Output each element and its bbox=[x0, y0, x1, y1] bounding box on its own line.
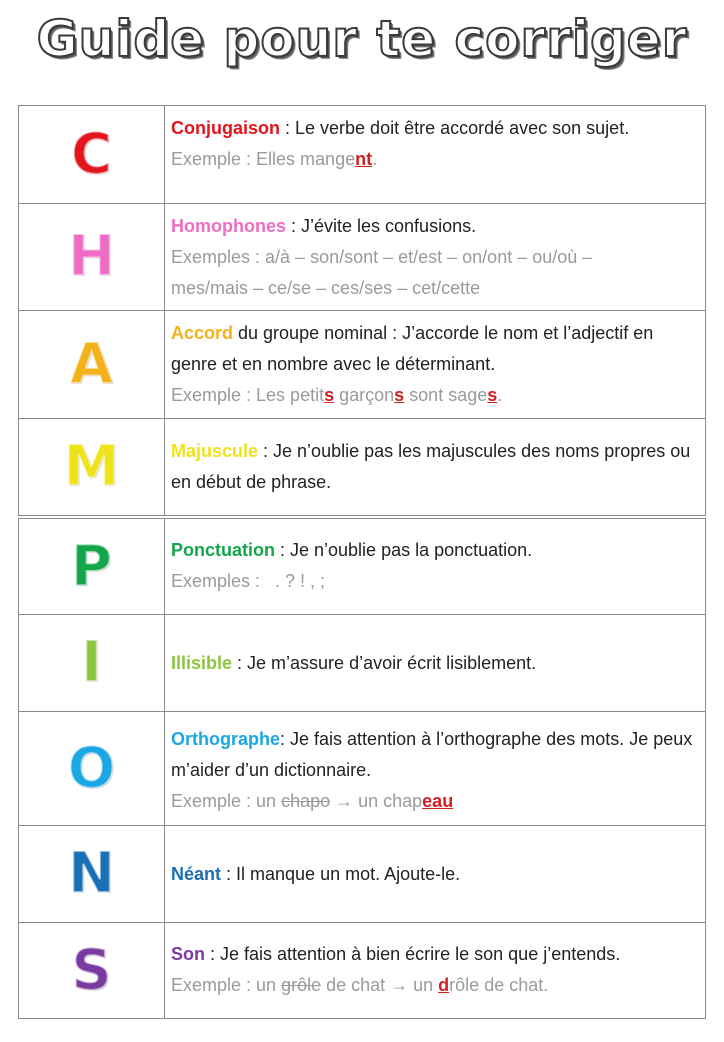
keyword-neant: Néant bbox=[171, 863, 222, 884]
rule-description: : Je n’oublie pas les majuscules des noms propres ou en début de phrase. bbox=[171, 441, 691, 492]
page-title: Guide pour te corriger bbox=[36, 10, 688, 68]
letter-cell bbox=[19, 519, 165, 614]
example: mes/mais – ce/se – ces/ses – cet/cette bbox=[171, 278, 481, 298]
example-text: Exemple : Les petit bbox=[171, 385, 325, 405]
letter-h: H bbox=[68, 224, 115, 289]
rule-description: : Il manque un mot. Ajoute-le. bbox=[221, 863, 461, 884]
example-highlight: s bbox=[394, 385, 405, 405]
keyword-accord: Accord bbox=[171, 323, 234, 343]
row-orthographe bbox=[18, 711, 706, 826]
row-majuscule bbox=[18, 418, 706, 516]
rule-text bbox=[165, 615, 705, 711]
example-highlight: eau bbox=[422, 791, 454, 811]
rule-description: : Je m’assure d’avoir écrit lisiblement. bbox=[232, 652, 537, 673]
keyword-homophones: Homophones bbox=[171, 216, 286, 236]
rule-description: : Je fais attention à l’orthographe des mots. Je peux m’aider d’un dictionnaire. bbox=[171, 729, 693, 780]
rule-text bbox=[165, 311, 705, 418]
example bbox=[171, 970, 699, 1001]
row-ponctuation bbox=[18, 518, 706, 615]
example bbox=[171, 380, 699, 411]
example-text: Exemple : Elles mange bbox=[171, 149, 356, 169]
letter-cell bbox=[19, 615, 165, 711]
letter-cell bbox=[19, 712, 165, 825]
keyword-conjugaison: Conjugaison bbox=[171, 118, 280, 138]
letter-o: O bbox=[67, 735, 116, 801]
keyword-illisible: Illisible bbox=[171, 652, 233, 673]
keyword-majuscule: Majuscule bbox=[171, 441, 259, 461]
example-wrong: chapo bbox=[281, 791, 331, 811]
example-highlight: d bbox=[438, 975, 450, 995]
example-highlight: nt bbox=[355, 149, 373, 169]
example: Exemples : . ? ! , ; bbox=[171, 571, 326, 591]
rule-text bbox=[165, 106, 705, 203]
row-accord bbox=[18, 310, 706, 419]
example-highlight: s bbox=[487, 385, 498, 405]
row-conjugaison bbox=[18, 105, 706, 204]
letter-i: I bbox=[81, 630, 102, 695]
letter-cell bbox=[19, 419, 165, 515]
letter-cell bbox=[19, 826, 165, 922]
rule-text bbox=[165, 923, 705, 1018]
letter-cell bbox=[19, 311, 165, 418]
letter-n: N bbox=[68, 841, 115, 906]
example-text: . bbox=[372, 149, 378, 169]
rule-text bbox=[165, 204, 705, 310]
example-wrong: grôle bbox=[281, 975, 322, 995]
row-son bbox=[18, 922, 706, 1019]
rule-text bbox=[165, 826, 705, 922]
letter-m: M bbox=[63, 434, 120, 499]
row-illisible bbox=[18, 614, 706, 712]
keyword-orthographe: Orthographe bbox=[171, 729, 281, 749]
letter-a: A bbox=[69, 331, 114, 397]
example: Exemples : a/à – son/sont – et/est – on/ont – ou/où – bbox=[171, 247, 593, 267]
example-highlight: s bbox=[324, 385, 335, 405]
rule-description: : Je n’oublie pas la ponctuation. bbox=[275, 540, 533, 560]
example-text: garçon bbox=[334, 385, 395, 405]
example-text: de chat → un bbox=[321, 975, 439, 995]
letter-p: P bbox=[70, 533, 113, 599]
rule-description: : Je fais attention à bien écrire le son que j’entends. bbox=[205, 944, 621, 964]
letter-cell bbox=[19, 204, 165, 310]
rule-description: : J’évite les confusions. bbox=[286, 216, 477, 236]
example bbox=[171, 144, 699, 175]
keyword-son: Son bbox=[171, 944, 205, 964]
keyword-ponctuation: Ponctuation bbox=[171, 540, 275, 560]
example-text: . bbox=[497, 385, 503, 405]
letter-s: S bbox=[71, 937, 112, 1003]
letter-cell bbox=[19, 106, 165, 203]
rule-description: du groupe nominal : J’accorde le nom et l’adjectif en genre et en nombre avec le déterminant. bbox=[171, 323, 654, 374]
example-text: Exemple : un bbox=[171, 975, 282, 995]
rule-text bbox=[165, 519, 705, 614]
example-text: Exemple : un bbox=[171, 791, 282, 811]
row-neant bbox=[18, 825, 706, 923]
example bbox=[171, 786, 699, 817]
example-text: → un chap bbox=[330, 791, 423, 811]
rule-description: : Le verbe doit être accordé avec son sujet. bbox=[280, 118, 630, 138]
letter-cell bbox=[19, 923, 165, 1018]
rule-text bbox=[165, 419, 705, 515]
rule-text bbox=[165, 712, 705, 825]
letter-c: C bbox=[70, 121, 113, 187]
row-homophones bbox=[18, 203, 706, 311]
example-text: sont sage bbox=[404, 385, 488, 405]
example-text: rôle de chat. bbox=[449, 975, 549, 995]
